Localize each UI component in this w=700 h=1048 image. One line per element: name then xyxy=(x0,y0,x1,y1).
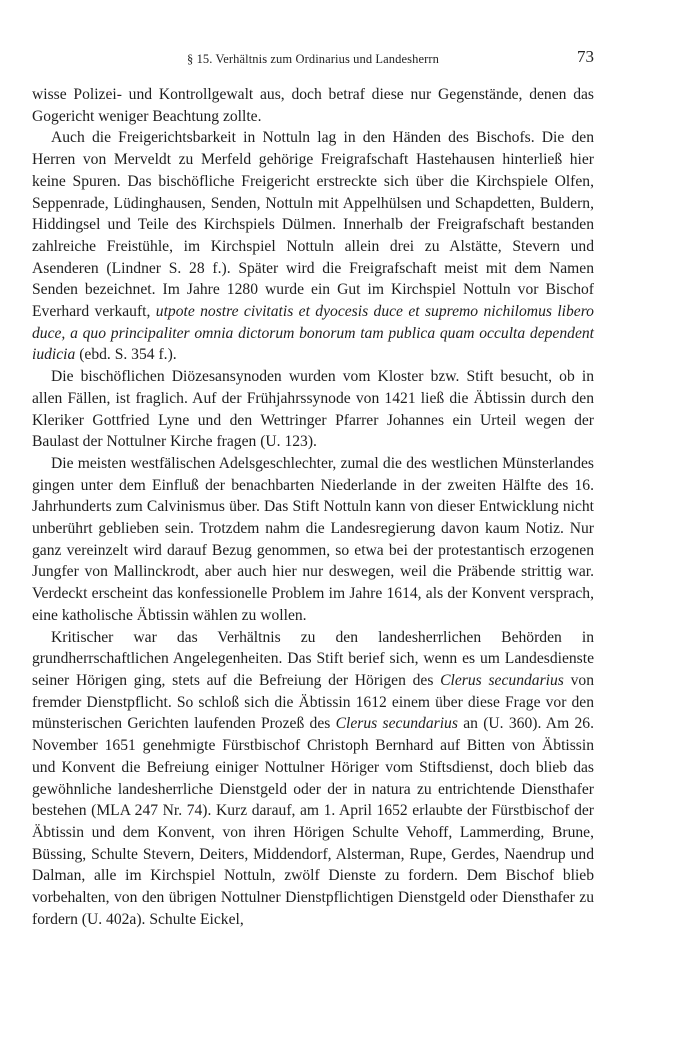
paragraph-text: Die meisten westfälischen Adelsgeschlechter, zumal die des westlichen Münsterlandes gingen unter dem Einfluß der benachbarten Niederlande in der zweiten Hälfte des 16. Jahrhunderts zum Calvinismus über. Das Stift Nottuln kann von dieser Entwicklung nicht unberührt geblieben sein. Trotzdem nahm die Landesregierung davon kaum Notiz. Nur ganz vereinzelt wird darauf Bezug genommen, so etwa bei der protestantisch erzogenen Jungfer von Mallinckrodt, aber auch hier nur deswegen, weil die Präbende strittig war. Verdeckt erscheint das konfessionelle Problem im Jahre 1614, als der Konvent versprach, eine katholische Äbtissin wählen zu wollen. xyxy=(32,454,594,624)
paragraph-continuation xyxy=(32,84,594,127)
paragraph-text: Die bischöflichen Diözesansynoden wurden vom Kloster bzw. Stift besucht, ob in allen Fällen, ist fraglich. Auf der Frühjahrssynode von 1421 ließ die Äbtissin durch den Kleriker Gottfried Lyne und den Wettringer Pfarrer Johannes ein Urteil wegen der Baulast der Nottulner Kirche fragen (U. 123). xyxy=(32,368,594,451)
paragraph-text: von fremder Dienstpflicht. So schloß sich die Äbtissin 1612 einem über diese Frage vor den münsterischen Gerichten laufenden Prozeß des xyxy=(32,671,594,733)
italic-term: Clerus secundarius xyxy=(335,715,458,733)
running-title: § 15. Verhältnis zum Ordinarius und Landesherrn xyxy=(187,52,439,66)
page-header xyxy=(32,47,594,69)
body-text xyxy=(32,84,594,930)
paragraph-text: wisse Polizei- und Kontrollgewalt aus, doch betraf diese nur Gegenstände, denen das Gogericht weniger Beachtung zollte. xyxy=(32,86,594,125)
paragraph-landesherrliche-behoerden xyxy=(32,627,594,931)
paragraph-text: an (U. 360). Am 26. November 1651 genehmigte Fürstbischof Christoph Bernhard auf Bitten von Äbtissin und Konvent die Befreiung einiger Nottulner Höriger vom Stiftsdienst, doch blieb das gewöhnliche landesherrliche Dienstgeld oder der in natura zu entrichtende Diensthafer bestehen (MLA 247 Nr. 74). Kurz darauf, am 1. April 1652 erlaubte der Fürstbischof der Äbtissin und dem Konvent, von ihren Hörigen Schulte Vehoff, Lammerding, Brune, Büssing, Schulte Stevern, Deiters, Middendorf, Alsterman, Rupe, Gerdes, Naendrup und Dalman, alle im Kirchspiel Nottuln, zwölf Dienste zu fordern. Dem Bischof blieb vorbehalten, von den übrigen Nottulner Dienstpflichtigen Dienstgeld oder Diensthafer zu fordern (U. 402a). Schulte Eickel, xyxy=(32,715,594,928)
paragraph-text: Auch die Freigerichtsbarkeit in Nottuln lag in den Händen des Bischofs. Die den Herren von Merveldt zu Merfeld gehörige Freigrafschaft Hastehausen hinterließ hier keine Spuren. Das bischöfliche Freigericht erstreckte sich über die Kirchspiele Olfen, Seppenrade, Lüdinghausen, Senden, Nottuln mit Appelhülsen und Schapdetten, Buldern, Hiddingsel und Teile des Kirchspiels Dülmen. Innerhalb der Freigrafschaft bestanden zahlreiche Freistühle, im Kirchspiel Nottuln allein drei zu Alstätte, Stevern und Asenderen (Lindner S. 28 f.). Später wird die Freigrafschaft meist mit dem Namen Senden bezeichnet. Im Jahre 1280 wurde ein Gut im Kirchspiel Nottuln vor Bischof Everhard verkauft, xyxy=(32,129,594,321)
paragraph-diozesansynoden xyxy=(32,366,594,453)
paragraph-freigerichtsbarkeit xyxy=(32,127,594,366)
latin-quotation: utpote nostre civitatis et dyocesis duce et supremo nichilomus libero duce, a quo principaliter omnia dictorum bonorum tam publica quam occulta dependent iudicia xyxy=(32,303,594,364)
paragraph-text: Kritischer war das Verhältnis zu den landesherrlichen Behörden in grundherrschaftlichen Angelegenheiten. Das Stift berief sich, wenn es um Landesdienste seiner Hörigen ging, stets auf die Befreiung der Hörigen des xyxy=(32,628,594,689)
italic-term: Clerus secundarius xyxy=(440,671,564,689)
paragraph-text: (ebd. S. 354 f.). xyxy=(75,346,177,364)
page-number: 73 xyxy=(577,47,594,66)
paragraph-calvinismus xyxy=(32,453,594,627)
